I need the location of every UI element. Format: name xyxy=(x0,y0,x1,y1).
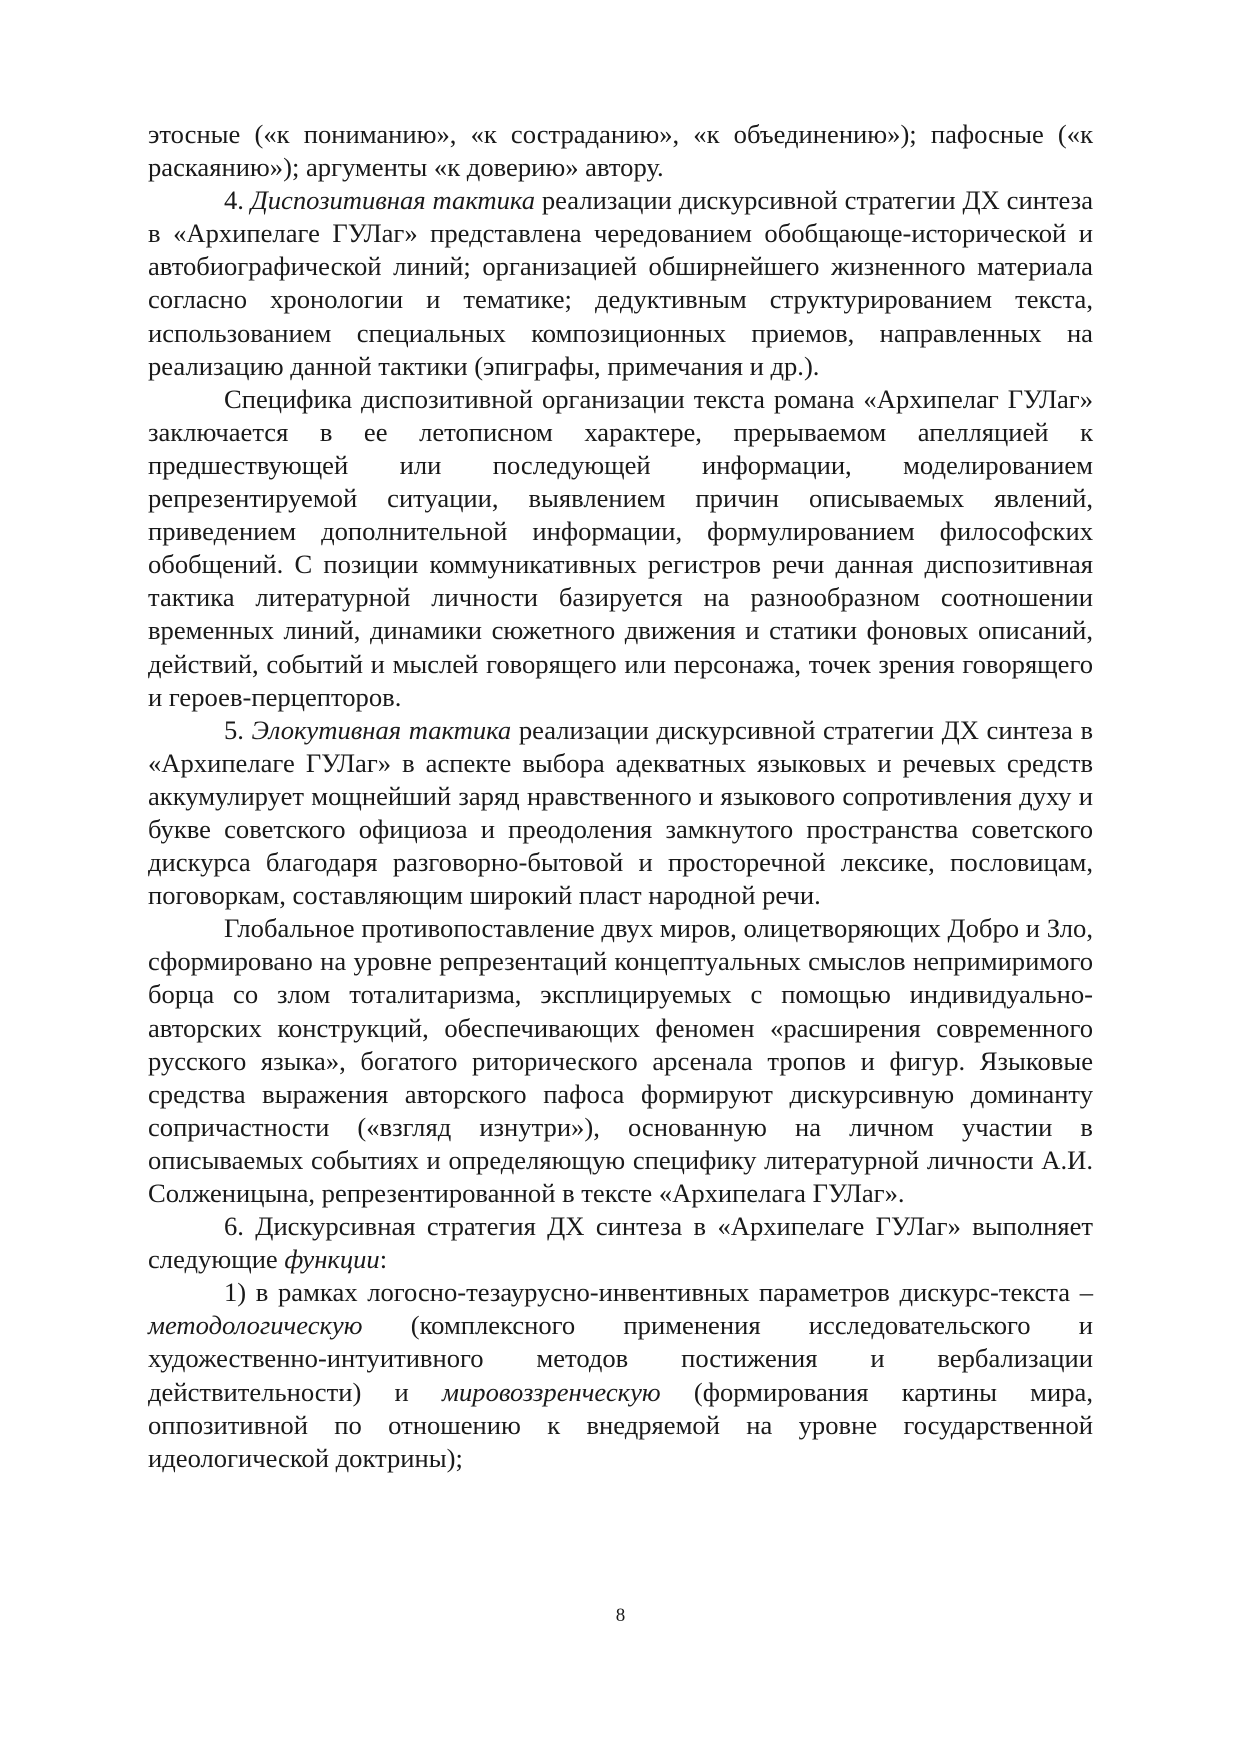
paragraph-ethos-arguments xyxy=(148,118,1093,184)
page-number: 8 xyxy=(615,1605,626,1626)
paragraph-text: Глобальное противопоставление двух миров, олицетворяющих Добро и Зло, сформировано на уровне репрезентаций концептуальных смыслов непримиримого борца со злом тоталитаризма, эксплицируемых с помощью индивидуально-авторских конструкций, обеспечивающих феномен «расширения современного русского языка», богатого риторического арсенала тропов и фигур. Языковые средства выражения авторского пафоса формируют дискурсивную доминанту сопричастности («взгляд изнутри»), основанную на личном участии в описываемых событиях и определяющую специфику литературной личности А.И. Солженицына, репрезентированной в тексте «Архипелага ГУЛаг». xyxy=(148,913,1093,1208)
paragraph-elocutive-tactic xyxy=(148,714,1093,913)
paragraph-text: (формирования картины мира, оппозитивной по отношению к внедряемой на уровне государственной идеологической доктрины); xyxy=(148,1376,1093,1473)
term-worldview: мировоззренческую xyxy=(442,1376,661,1407)
paragraph-text: реализации дискурсивной стратегии ДХ синтеза в «Архипелаге ГУЛаг» в аспекте выбора адекватных языковых и речевых средств аккумулирует мощнейший заряд нравственного и языкового сопротивления духу и букве советского официоза и преодоления замкнутого пространства советского дискурса благодаря разговорно-бытовой и просторечной лексике, пословицам, поговоркам, составляющим широкий пласт народной речи. xyxy=(148,714,1094,911)
paragraph-text: (комплексного применения исследовательского и художественно-интуитивного методов постижения и вербализации действительности) и xyxy=(148,1310,1093,1407)
paragraph-text: Специфика диспозитивной организации текста романа «Архипелаг ГУЛаг» заключается в ее летописном характере, прерываемом апелляцией к предшествующей или последующей информации, моделированием репрезентируемой ситуации, выявлением причин описываемых явлений, приведением дополнительной информации, формулированием философских обобщений. С позиции коммуникативных регистров речи данная диспозитивная тактика литературной личности базируется на разнообразном соотношении временных линий, динамики сюжетного движения и статики фоновых описаний, действий, событий и мыслей говорящего или персонажа, точек зрения говорящего и героев-перцепторов. xyxy=(148,383,1093,712)
paragraph-strategy-functions xyxy=(148,1210,1093,1276)
body-text xyxy=(148,118,1093,1475)
paragraph-dispositive-specifics xyxy=(148,383,1093,714)
paragraph-function-one xyxy=(148,1276,1093,1475)
paragraph-dispositive-tactic xyxy=(148,184,1093,383)
paragraph-text: 6. Дискурсивная стратегия ДХ синтеза в «Архипелаге ГУЛаг» выполняет следующие xyxy=(148,1211,1093,1275)
list-number: 5. xyxy=(224,714,252,745)
paragraph-text: 1) в рамках логосно-тезаурусно-инвентивных параметров дискурс-текста – xyxy=(224,1277,1093,1308)
paragraph-text: : xyxy=(379,1244,388,1275)
paragraph-text: реализации дискурсивной стратегии ДХ синтеза в «Архипелаге ГУЛаг» представлена чередованием обобщающе-исторической и автобиографической линий; организацией обширнейшего жизненного материала согласно хронологии и тематике; дедуктивным структурированием текста, использованием специальных композиционных приемов, направленных на реализацию данной тактики (эпиграфы, примечания и др.). xyxy=(148,185,1093,381)
list-number: 4. xyxy=(224,185,251,216)
term-dispositive-tactic: Диспозитивная тактика xyxy=(250,185,536,216)
term-elocutive-tactic: Элокутивная тактика xyxy=(251,714,512,745)
paragraph-global-opposition xyxy=(148,912,1093,1210)
term-functions: функции xyxy=(284,1244,380,1275)
paragraph-text: этосные («к пониманию», «к состраданию», «к объединению»); пафосные («к раскаянию»); аргументы «к доверию» автору. xyxy=(148,119,1093,183)
term-methodological: методологическую xyxy=(148,1310,363,1341)
